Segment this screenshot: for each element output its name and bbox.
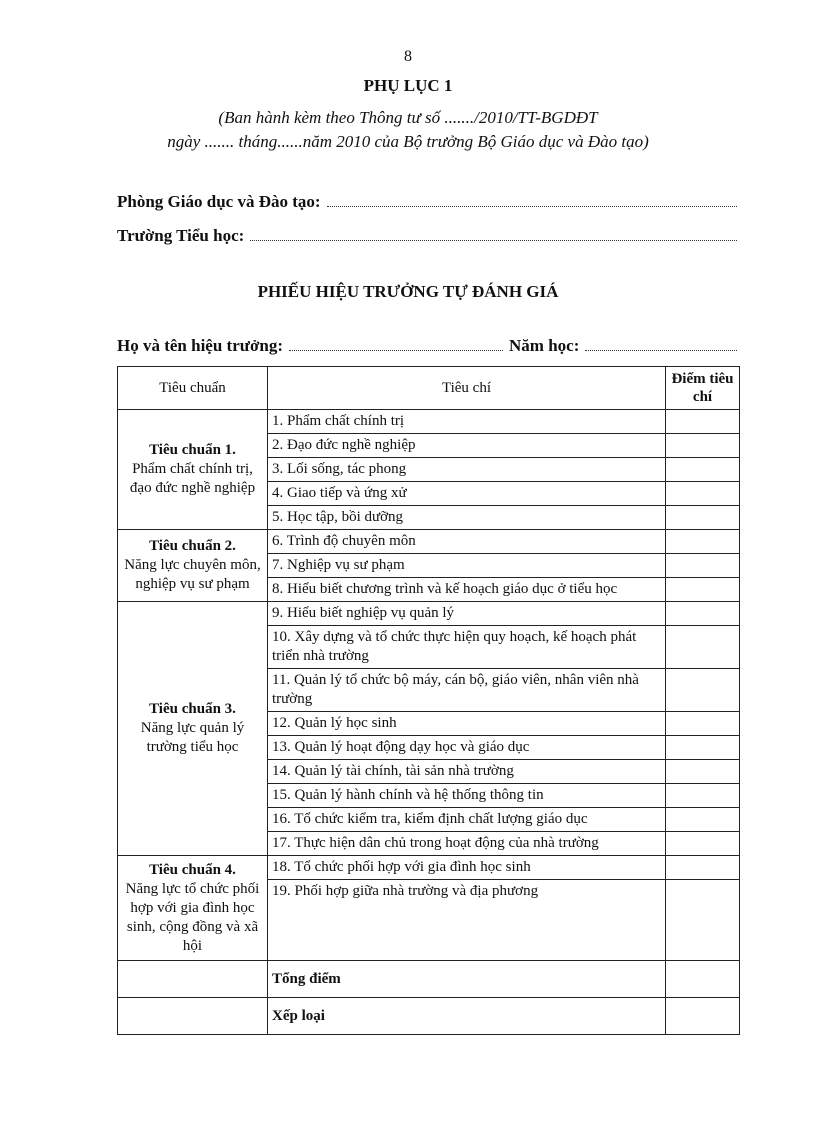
year-label: Năm học [509,336,574,355]
criterion-cell: 5. Học tập, bồi dưỡng [268,506,666,530]
table-row [118,602,740,626]
criterion-cell: 8. Hiểu biết chương trình và kế hoạch giáo dục ở tiểu học [268,578,666,602]
criterion-score-cell[interactable] [666,832,740,856]
criterion-score-cell[interactable] [666,554,740,578]
criterion-score-cell[interactable] [666,856,740,880]
criterion-cell: 3. Lối sống, tác phong [268,458,666,482]
department-blank[interactable] [327,194,737,207]
table-header-row [118,367,740,410]
criterion-score-cell[interactable] [666,880,740,961]
standard-cell [118,602,268,856]
criterion-cell: 15. Quản lý hành chính và hệ thống thông tin [268,784,666,808]
criterion-cell: 1. Phẩm chất chính trị [268,410,666,434]
standard-description: Phẩm chất chính trị, đạo đức nghề nghiệp [129,461,256,496]
header-score: Điểm tiêu chí [666,367,740,410]
criterion-cell: 10. Xây dựng và tổ chức thực hiện quy hoạch, kế hoạch phát triển nhà trường [268,626,666,669]
year-colon: : [573,336,580,355]
evaluation-body [118,410,740,961]
department-label: Phòng Giáo dục và Đào tạo: [117,192,321,211]
header-standard: Tiêu chuẩn [118,367,268,410]
table-row [118,856,740,880]
criterion-cell: 18. Tổ chức phối hợp với gia đình học sinh [268,856,666,880]
criterion-score-cell[interactable] [666,760,740,784]
criterion-score-cell[interactable] [666,506,740,530]
appendix-title: PHỤ LỤC 1 [363,76,453,95]
table-row [118,530,740,554]
principal-colon: : [277,336,284,355]
criterion-cell: 12. Quản lý học sinh [268,712,666,736]
criterion-score-cell[interactable] [666,712,740,736]
criterion-score-cell[interactable] [666,434,740,458]
standard-title: Tiêu chuẩn 3. [149,701,236,717]
standard-cell [118,856,268,961]
criterion-cell: 6. Trình độ chuyên môn [268,530,666,554]
standard-description: Năng lực chuyên môn, nghiệp vụ sư phạm [124,557,261,592]
principal-field [117,336,737,356]
school-label: Trường Tiểu học: [117,226,245,245]
school-field [117,226,737,246]
criterion-score-cell[interactable] [666,784,740,808]
criterion-score-cell[interactable] [666,669,740,712]
form-title: PHIẾU HIỆU TRƯỞNG TỰ ĐÁNH GIÁ [257,282,559,301]
school-year-blank[interactable] [585,338,737,351]
total-score-cell[interactable] [666,961,740,998]
criterion-cell: 13. Quản lý hoạt động dạy học và giáo dục [268,736,666,760]
table-row [118,410,740,434]
standard-description: Năng lực tổ chức phối hợp với gia đình học sinh, cộng đồng và xã hội [125,880,260,954]
criterion-cell: 16. Tổ chức kiểm tra, kiểm định chất lượng giáo dục [268,808,666,832]
total-label: Tổng điểm [268,961,666,998]
criterion-cell: 4. Giao tiếp và ứng xử [268,482,666,506]
criterion-cell: 14. Quản lý tài chính, tài sản nhà trường [268,760,666,784]
rank-label: Xếp loại [268,998,666,1035]
issuance-note-line-1: (Ban hành kèm theo Thông tư số ......./2010/TT-BGDĐT [218,108,598,127]
total-standard-cell [118,961,268,998]
criterion-score-cell[interactable] [666,482,740,506]
criterion-cell: 2. Đạo đức nghề nghiệp [268,434,666,458]
criterion-score-cell[interactable] [666,808,740,832]
criterion-score-cell[interactable] [666,626,740,669]
criterion-score-cell[interactable] [666,530,740,554]
rank-standard-cell [118,998,268,1035]
department-field [117,192,737,212]
criterion-cell: 11. Quản lý tổ chức bộ máy, cán bộ, giáo viên, nhân viên nhà trường [268,669,666,712]
standard-title: Tiêu chuẩn 2. [149,538,236,554]
criterion-score-cell[interactable] [666,410,740,434]
criterion-cell: 7. Nghiệp vụ sư phạm [268,554,666,578]
rank-row [118,998,740,1035]
standard-cell [118,530,268,602]
self-evaluation-table [117,366,740,1035]
criterion-score-cell[interactable] [666,578,740,602]
issuance-note-line-2: ngày ....... tháng......năm 2010 của Bộ trưởng Bộ Giáo dục và Đào tạo) [167,132,649,151]
criterion-score-cell[interactable] [666,602,740,626]
criterion-cell: 17. Thực hiện dân chủ trong hoạt động của nhà trường [268,832,666,856]
standard-title: Tiêu chuẩn 1. [149,442,236,458]
standard-cell [118,410,268,530]
criterion-cell: 9. Hiểu biết nghiệp vụ quản lý [268,602,666,626]
criterion-score-cell[interactable] [666,458,740,482]
criterion-cell: 19. Phối hợp giữa nhà trường và địa phương [268,880,666,961]
principal-name-blank[interactable] [289,338,503,351]
standard-description: Năng lực quản lý trường tiểu học [140,720,245,755]
standard-title: Tiêu chuẩn 4. [149,861,236,878]
total-row [118,961,740,998]
principal-label: Họ và tên hiệu trưởng [117,336,278,355]
criterion-score-cell[interactable] [666,736,740,760]
rank-score-cell[interactable] [666,998,740,1035]
header-criteria: Tiêu chí [268,367,666,410]
page-number: 8 [404,48,412,65]
school-blank[interactable] [250,228,737,241]
